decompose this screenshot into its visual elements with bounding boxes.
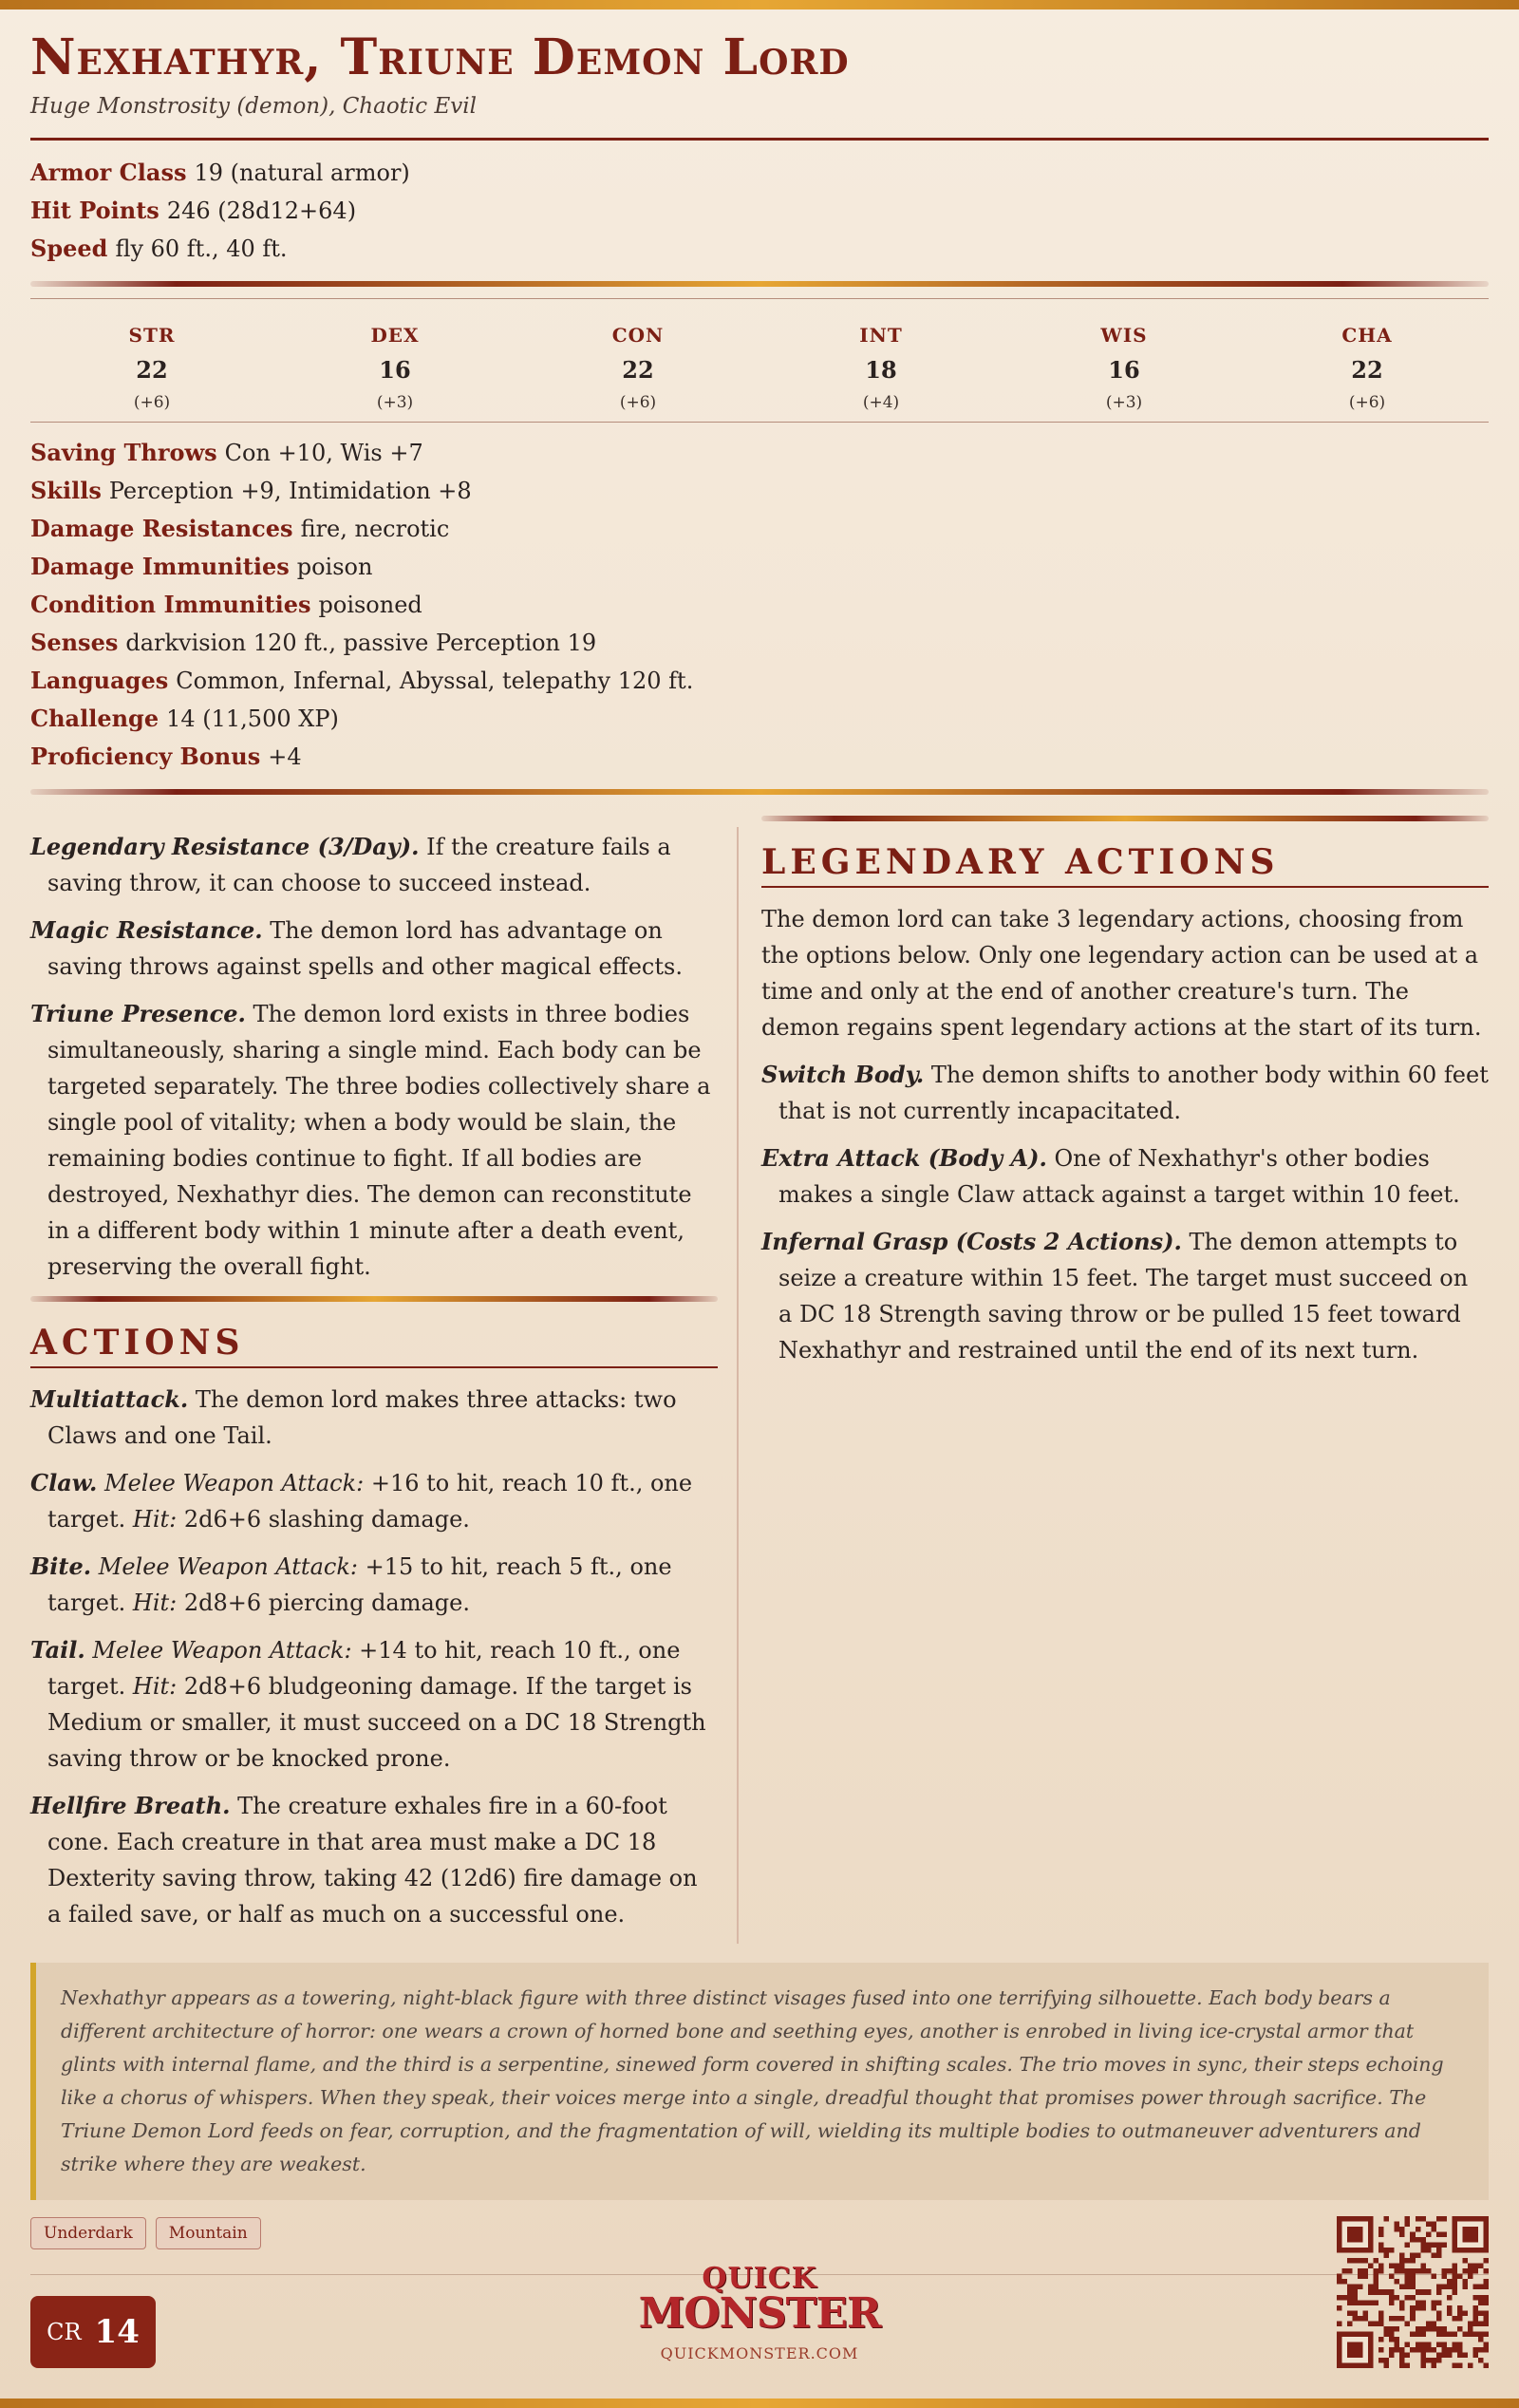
ornament-divider xyxy=(30,1296,718,1302)
ability-con xyxy=(516,310,760,422)
thin-divider xyxy=(30,298,1489,299)
trait-legendary-resistance xyxy=(30,829,718,901)
logo-url: QUICKMONSTER.COM xyxy=(660,2344,859,2362)
skills xyxy=(30,472,1489,510)
trait-triune-presence xyxy=(30,996,718,1285)
action-name: Hellfire Breath. xyxy=(30,1792,231,1820)
action-multiattack xyxy=(30,1382,718,1454)
hit-label: Hit: xyxy=(132,1506,178,1533)
languages xyxy=(30,662,1489,700)
ability-score: 22 xyxy=(1351,356,1383,385)
damage-resistances xyxy=(30,510,1489,548)
lore-description: Nexhathyr appears as a towering, night-black figure with three distinct visages fused into one terrifying silhouette. Each body bears a different architecture of horror: one wears a crown of horned bone and seething eyes, another is enrobed in living ice-crystal armor that glints with internal flame, and the third is a serpentine, sinewed form covered in shifting scales. The trio moves in sync, their steps echoing like a chorus of whispers. When they speak, their voices merge into a single, dreadful thought that promises power through sacrifice. The Triune Demon Lord feeds on fear, corruption, and the fragmentation of will, wielding its multiple bodies to outmaneuver adventurers and strike where they are weakest. xyxy=(30,1963,1489,2200)
prop-value: poison xyxy=(296,554,373,581)
senses xyxy=(30,624,1489,662)
prop-value: Common, Infernal, Abyssal, telepathy 120 ft. xyxy=(176,668,694,695)
action-claw xyxy=(30,1465,718,1537)
legendary-name: Infernal Grasp (Costs 2 Actions). xyxy=(761,1228,1182,1256)
legendary-text: The demon attempts to seize a creature within 15 feet. The target must succeed on a DC 18 Strength saving throw or be pulled 15 feet toward Nexhathyr and restrained until the end of its next turn. xyxy=(778,1229,1469,1364)
trait-name: Triune Presence. xyxy=(30,1000,246,1028)
prop-label: Senses xyxy=(30,629,119,657)
trait-name: Legendary Resistance (3/Day). xyxy=(30,833,420,861)
header-divider xyxy=(30,138,1489,141)
armor-class xyxy=(30,154,1489,192)
proficiency-bonus xyxy=(30,738,1489,776)
action-text: +14 to hit, reach 10 ft., one target. xyxy=(47,1637,681,1701)
action-text: The demon lord makes three attacks: two Claws and one Tail. xyxy=(47,1386,677,1450)
legendary-name: Extra Attack (Body A). xyxy=(761,1144,1047,1173)
bottom-accent-bar xyxy=(0,2399,1519,2408)
actions-heading: ACTIONS xyxy=(30,1323,718,1368)
hit-text: 2d8+6 piercing damage. xyxy=(177,1590,471,1617)
prop-label: Challenge xyxy=(30,705,159,733)
attack-type: Melee Weapon Attack: xyxy=(92,1637,352,1665)
ability-cha xyxy=(1246,310,1489,422)
cr-label: CR xyxy=(47,2319,82,2345)
ability-mod: (+6) xyxy=(133,393,171,413)
ability-scores xyxy=(30,310,1489,422)
right-column xyxy=(739,812,1489,1944)
logo-line-2: MONSTER xyxy=(638,2289,881,2338)
legendary-switch-body xyxy=(761,1057,1489,1129)
ability-mod: (+3) xyxy=(376,393,414,413)
ability-score: 16 xyxy=(1108,356,1140,385)
trait-text: The demon lord exists in three bodies simultaneously, sharing a single mind. Each body can be targeted separately. The three bodies collectively share a single pool of vitality; when a body would be slain, the remaining bodies continue to fight. If all bodies are destroyed, Nexhathyr dies. The demon can reconstitute in a different body within 1 minute after a death event, preserving the overall fight. xyxy=(47,1001,711,1281)
ornament-divider xyxy=(30,281,1489,287)
prop-label: Damage Immunities xyxy=(30,553,290,581)
monster-name: Nexhathyr, Triune Demon Lord xyxy=(30,28,850,86)
action-name: Multiattack. xyxy=(30,1385,189,1414)
details-block xyxy=(30,434,1489,776)
attack-type: Melee Weapon Attack: xyxy=(104,1470,365,1497)
ability-score: 22 xyxy=(622,356,654,385)
tag-underdark[interactable]: Underdark xyxy=(30,2217,146,2249)
speed xyxy=(30,230,1489,268)
action-bite xyxy=(30,1549,718,1621)
prop-value: 246 (28d12+64) xyxy=(166,198,357,225)
trait-name: Magic Resistance. xyxy=(30,916,263,945)
monster-type-line: Huge Monstrosity (demon), Chaotic Evil xyxy=(30,94,477,120)
prop-label: Hit Points xyxy=(30,197,159,225)
hit-points xyxy=(30,192,1489,230)
ability-name: CON xyxy=(611,324,665,348)
legendary-text: The demon shifts to another body within 60 feet that is not currently incapacitated. xyxy=(778,1062,1489,1125)
quick-monster-logo[interactable] xyxy=(617,2262,902,2362)
action-text: +15 to hit, reach 5 ft., one target. xyxy=(47,1553,672,1617)
hit-label: Hit: xyxy=(132,1590,178,1617)
ability-mod: (+6) xyxy=(619,393,657,413)
ability-wis xyxy=(1003,310,1246,422)
tag-mountain[interactable]: Mountain xyxy=(156,2217,261,2249)
prop-value: fly 60 ft., 40 ft. xyxy=(115,235,288,263)
ability-name: STR xyxy=(128,324,176,348)
ability-mod: (+4) xyxy=(862,393,900,413)
attack-type: Melee Weapon Attack: xyxy=(98,1553,358,1581)
cr-value: 14 xyxy=(94,2313,140,2351)
ability-name: WIS xyxy=(1100,324,1148,348)
prop-label: Speed xyxy=(30,235,108,263)
stat-block xyxy=(30,9,1489,2275)
prop-value: Con +10, Wis +7 xyxy=(224,440,423,467)
prop-value: Perception +9, Intimidation +8 xyxy=(108,478,472,505)
ability-name: DEX xyxy=(370,324,420,348)
logo-line-1: QUICK xyxy=(702,2262,817,2295)
hit-text: 2d6+6 slashing damage. xyxy=(177,1506,470,1533)
thin-divider xyxy=(30,422,1489,423)
legendary-text: One of Nexhathyr's other bodies makes a single Claw attack against a target within 10 feet. xyxy=(778,1145,1460,1209)
damage-immunities xyxy=(30,548,1489,586)
legendary-intro: The demon lord can take 3 legendary actions, choosing from the options below. Only one legendary action can be used at a time and only at the end of another creature's turn. The demon regains spent legendary actions at the start of its turn. xyxy=(761,906,1482,1042)
legendary-name: Switch Body. xyxy=(761,1061,925,1089)
challenge xyxy=(30,700,1489,738)
tag-list xyxy=(30,2217,1489,2249)
ornament-divider xyxy=(761,816,1489,821)
defense-block xyxy=(30,154,1489,268)
two-column-body xyxy=(30,812,1489,1944)
qr-code-icon xyxy=(1337,2216,1489,2368)
prop-label: Damage Resistances xyxy=(30,515,293,543)
condition-immunities xyxy=(30,586,1489,624)
action-tail xyxy=(30,1632,718,1777)
hit-text: 2d8+6 bludgeoning damage. If the target is Medium or smaller, it must succeed on a DC 18 Strength saving throw or be knocked prone. xyxy=(47,1673,706,1773)
ability-str xyxy=(30,310,273,422)
prop-value: 19 (natural armor) xyxy=(194,160,410,187)
action-name: Bite. xyxy=(30,1552,92,1581)
ability-int xyxy=(760,310,1003,422)
prop-label: Saving Throws xyxy=(30,439,217,467)
prop-value: +4 xyxy=(268,743,302,771)
legendary-infernal-grasp xyxy=(761,1224,1489,1368)
ability-name: CHA xyxy=(1341,324,1393,348)
trait-text: The demon lord has advantage on saving throws against spells and other magical effects. xyxy=(47,917,683,981)
ability-score: 22 xyxy=(136,356,168,385)
cr-badge xyxy=(30,2296,156,2368)
prop-value: darkvision 120 ft., passive Perception 19 xyxy=(125,630,597,657)
ornament-divider xyxy=(30,789,1489,795)
trait-magic-resistance xyxy=(30,912,718,985)
action-name: Tail. xyxy=(30,1636,85,1665)
action-text: +16 to hit, reach 10 ft., one target. xyxy=(47,1470,693,1533)
prop-label: Proficiency Bonus xyxy=(30,743,261,771)
prop-value: poisoned xyxy=(318,592,422,619)
saving-throws xyxy=(30,434,1489,472)
ability-score: 16 xyxy=(379,356,411,385)
ability-dex xyxy=(273,310,516,422)
top-accent-bar xyxy=(0,0,1519,9)
action-name: Claw. xyxy=(30,1469,98,1497)
prop-label: Languages xyxy=(30,667,169,695)
ability-mod: (+6) xyxy=(1348,393,1386,413)
prop-label: Armor Class xyxy=(30,159,187,187)
action-text: The creature exhales fire in a 60-foot cone. Each creature in that area must make a DC 18 Dexterity saving throw, taking 42 (12d6) fire damage on a failed save, or half as much on a successful one. xyxy=(47,1793,698,1928)
hit-label: Hit: xyxy=(132,1673,178,1701)
ability-name: INT xyxy=(859,324,903,348)
prop-value: 14 (11,500 XP) xyxy=(166,705,339,733)
prop-label: Condition Immunities xyxy=(30,591,311,619)
ability-score: 18 xyxy=(865,356,897,385)
prop-label: Skills xyxy=(30,477,102,505)
legendary-actions-heading: LEGENDARY ACTIONS xyxy=(761,842,1489,888)
ability-mod: (+3) xyxy=(1105,393,1143,413)
prop-value: fire, necrotic xyxy=(300,516,450,543)
trait-text: If the creature fails a saving throw, it can choose to succeed instead. xyxy=(47,834,671,897)
action-hellfire-breath xyxy=(30,1788,718,1932)
legendary-extra-attack xyxy=(761,1140,1489,1213)
left-column xyxy=(30,812,737,1944)
